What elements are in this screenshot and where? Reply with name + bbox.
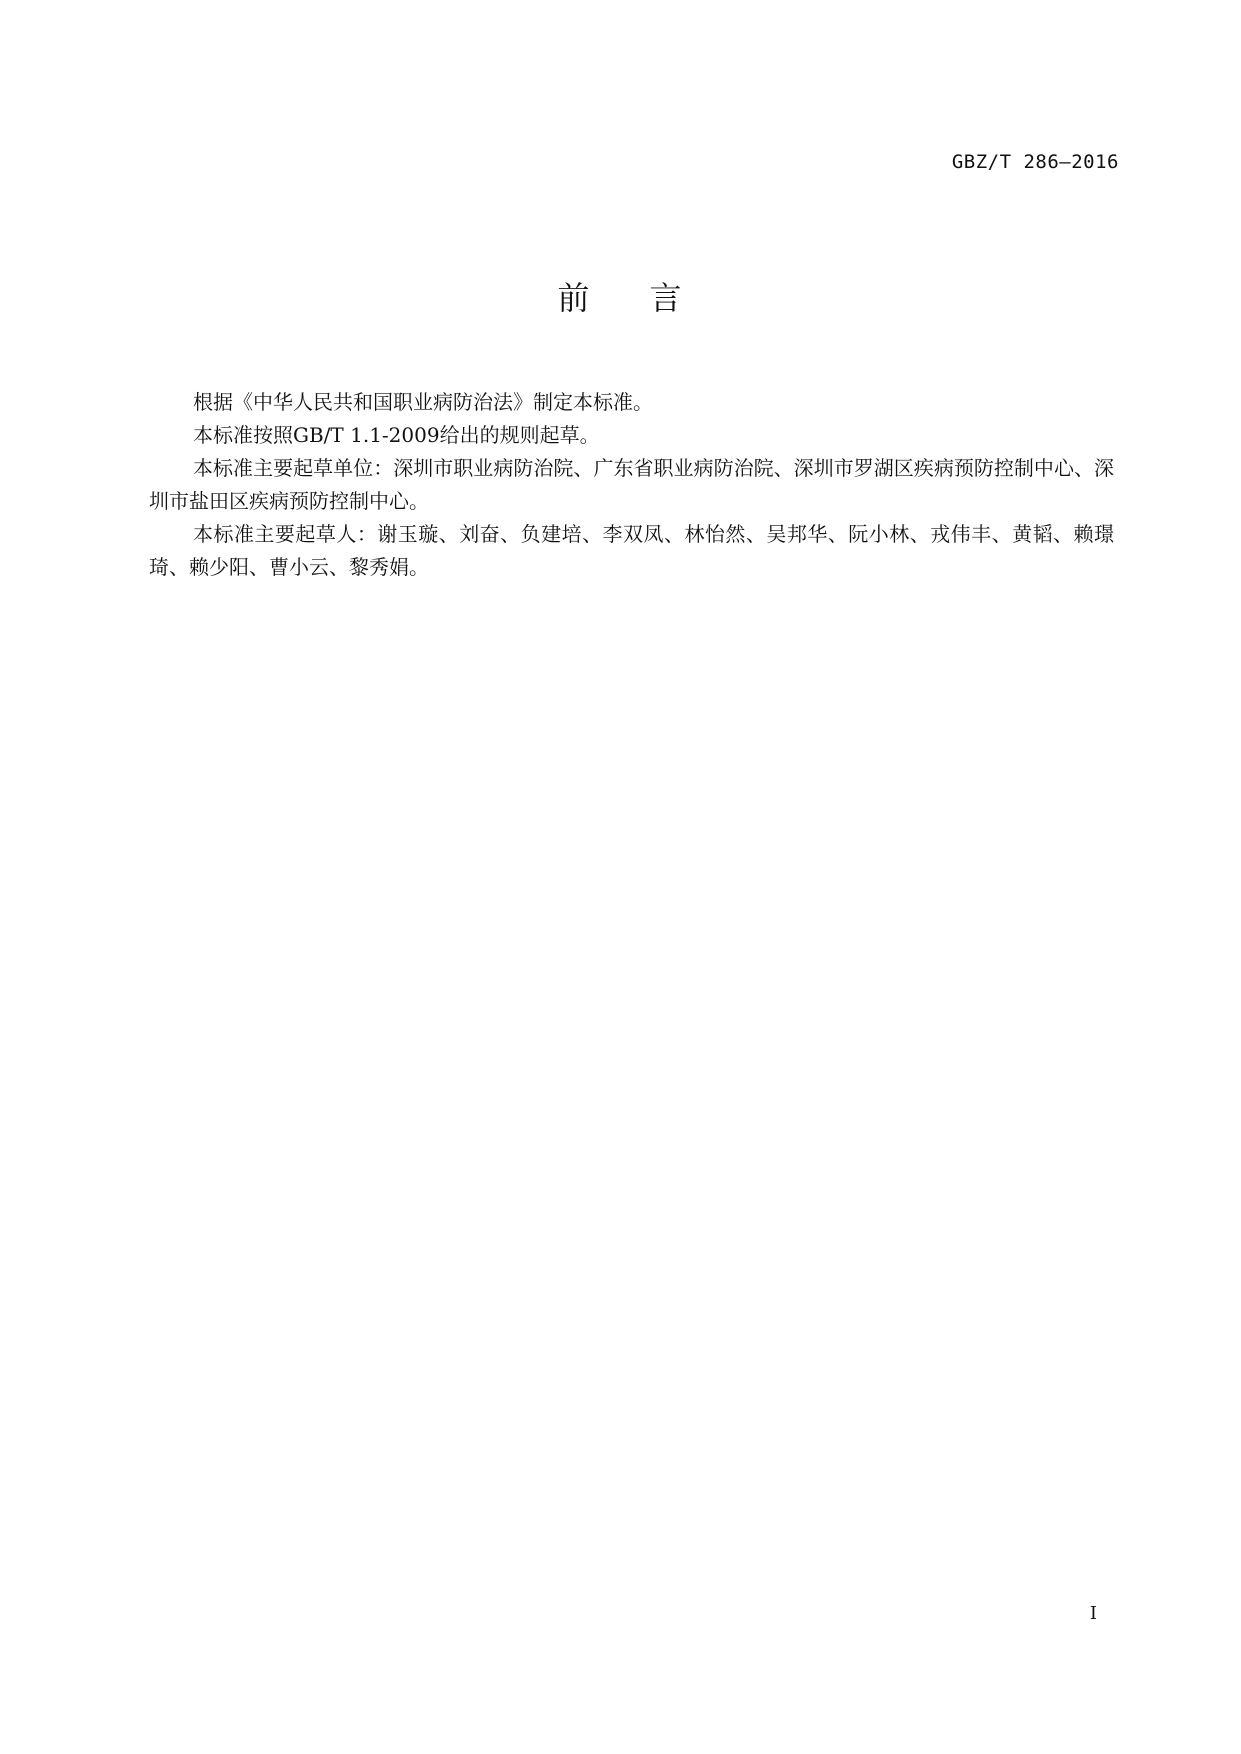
page-title-char-2: 言 [649, 279, 684, 317]
paragraph-legal-basis: 根据《中华人民共和国职业病防治法》制定本标准。 [193, 390, 653, 414]
page-title-char-1: 前 [557, 279, 592, 317]
paragraph-drafting-rules: 本标准按照GB/T 1.1-2009给出的规则起草。 [193, 423, 600, 447]
paragraph-drafting-units: 本标准主要起草单位：深圳市职业病防治院、广东省职业病防治院、深圳市罗湖区疾病预防控制中心、深圳市盐田区疾病预防控制中心。 [149, 456, 1114, 513]
document-code: GBZ/T 286—2016 [951, 151, 1119, 173]
paragraph-drafters: 本标准主要起草人：谢玉璇、刘奋、负建培、李双凤、林怡然、吴邦华、阮小林、戎伟丰、黄韬、赖璟琦、赖少阳、曹小云、黎秀娟。 [149, 522, 1114, 579]
page-title [0, 276, 1241, 320]
foreword-body [149, 386, 1114, 584]
page-number: I [1089, 1603, 1097, 1624]
